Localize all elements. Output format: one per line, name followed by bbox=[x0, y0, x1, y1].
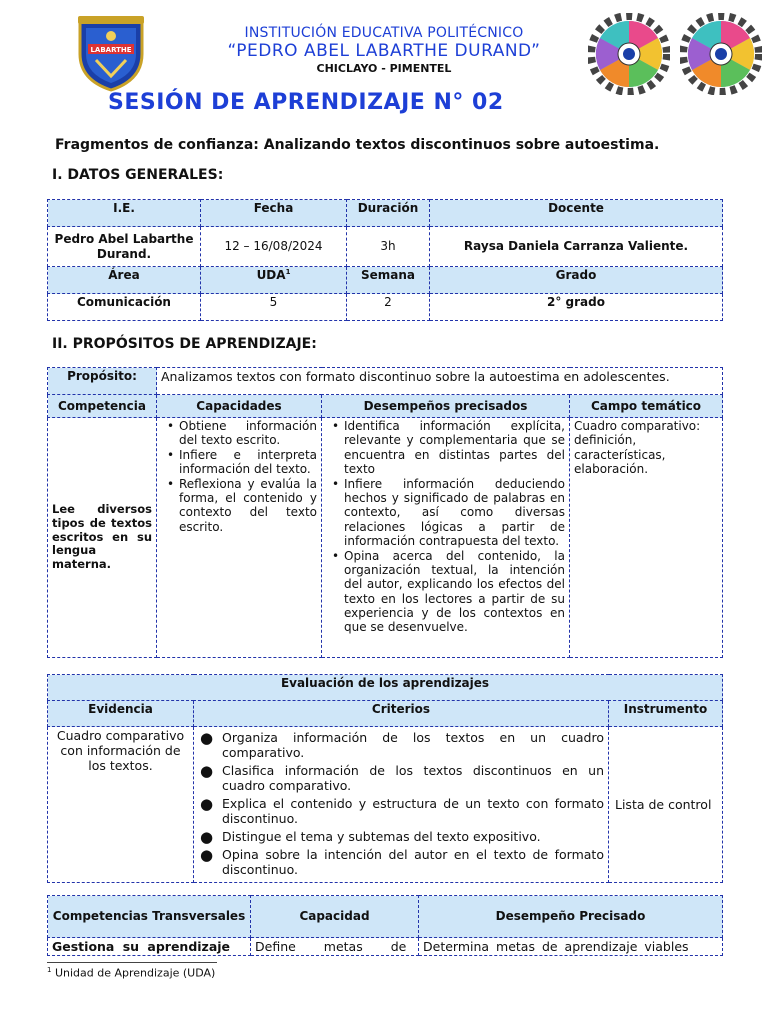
criterio-item: ● Clasifica información de los textos discontinuos en un cuadro comparativo. bbox=[222, 763, 604, 793]
transversal-competencia: Gestiona su aprendizaje bbox=[48, 938, 251, 956]
propositos-table bbox=[47, 367, 723, 658]
header-instrumento: Instrumento bbox=[609, 701, 723, 727]
value-semana: 2 bbox=[347, 294, 430, 321]
section-datos-generales: I. DATOS GENERALES: bbox=[52, 167, 224, 183]
value-area: Comunicación bbox=[48, 294, 201, 321]
crest-text: LABARTHE bbox=[90, 46, 132, 54]
value-uda: 5 bbox=[201, 294, 347, 321]
desempenos-cell bbox=[322, 418, 570, 658]
criterio-item: ● Explica el contenido y estructura de un texto con formato discontinuo. bbox=[222, 796, 604, 826]
footnote-separator bbox=[47, 962, 217, 963]
header-grado: Grado bbox=[430, 267, 723, 294]
header-capacidad: Capacidad bbox=[251, 896, 419, 938]
desempeno-item: • Opina acerca del contenido, la organización textual, la intención del autor, explicando los efectos del texto en los lectores a partir de su experiencia y de los contextos en que se desenvuelve. bbox=[344, 549, 565, 635]
instrumento-text: Lista de control bbox=[609, 727, 723, 883]
capacidades-cell bbox=[157, 418, 322, 658]
evidencia-text: Cuadro comparativo con información de los textos. bbox=[48, 727, 194, 883]
evaluacion-title: Evaluación de los aprendizajes bbox=[48, 675, 723, 701]
footnote-number: 1 bbox=[47, 966, 52, 974]
value-fecha: 12 – 16/08/2024 bbox=[201, 227, 347, 267]
header-capacidades: Capacidades bbox=[157, 395, 322, 418]
desempeno-item: • Identifica información explícita, relevante y complementaria que se encuentra en distintas partes del texto bbox=[344, 419, 565, 477]
competencia-text: Lee diversos tipos de textos escritos en su lengua materna. bbox=[48, 418, 157, 658]
institution-line2: “PEDRO ABEL LABARTHE DURAND” bbox=[227, 41, 541, 61]
header-campo-tematico: Campo temático bbox=[570, 395, 723, 418]
header-area: Área bbox=[48, 267, 201, 294]
capacidades-list bbox=[161, 419, 317, 534]
header-ie: I.E. bbox=[48, 200, 201, 227]
location-text: CHICLAYO - PIMENTEL bbox=[316, 62, 452, 75]
transversal-capacidad: Define metas de bbox=[251, 938, 419, 956]
header-evidencia: Evidencia bbox=[48, 701, 194, 727]
criterio-item: ● Opina sobre la intención del autor en el texto de formato discontinuo. bbox=[222, 847, 604, 877]
header-duracion: Duración bbox=[347, 200, 430, 227]
desempeno-item: • Infiere información deduciendo hechos y significado de palabras en contexto, así como diversas relaciones lógicas a partir de información contrapuesta del texto. bbox=[344, 477, 565, 549]
header-uda bbox=[201, 267, 347, 294]
desempenos-list bbox=[326, 419, 565, 635]
institution-line1: INSTITUCIÓN EDUCATIVA POLITÉCNICO bbox=[244, 25, 524, 41]
value-grado: 2° grado bbox=[430, 294, 723, 321]
header-docente: Docente bbox=[430, 200, 723, 227]
header-competencia: Competencia bbox=[48, 395, 157, 418]
proposito-label: Propósito: bbox=[48, 368, 157, 395]
capacidad-item: • Reflexiona y evalúa la forma, el contenido y contexto del texto escrito. bbox=[179, 477, 317, 535]
evaluacion-table bbox=[47, 674, 723, 883]
session-title: SESIÓN DE APRENDIZAJE N° 02 bbox=[108, 90, 504, 115]
criterios-list bbox=[198, 730, 604, 877]
criterio-item: ● Distingue el tema y subtemas del texto expositivo. bbox=[222, 829, 604, 844]
capacidad-item: • Infiere e interpreta información del texto. bbox=[179, 448, 317, 477]
footnote-ref: 1 bbox=[285, 268, 291, 276]
value-ie: Pedro Abel Labarthe Durand. bbox=[48, 227, 201, 267]
section-propositos: II. PROPÓSITOS DE APRENDIZAJE: bbox=[52, 336, 317, 352]
campo-tematico-text: Cuadro comparativo: definición, características, elaboración. bbox=[570, 418, 723, 658]
header-desempeno-precisado: Desempeño Precisado bbox=[419, 896, 723, 938]
proposito-value: Analizamos textos con formato discontinuo sobre la autoestima en adolescentes. bbox=[157, 368, 723, 395]
footnote bbox=[47, 966, 215, 980]
header-competencias-transversales: Competencias Transversales bbox=[48, 896, 251, 938]
header-semana: Semana bbox=[347, 267, 430, 294]
header-fecha: Fecha bbox=[201, 200, 347, 227]
header-desempenos: Desempeños precisados bbox=[322, 395, 570, 418]
transversal-desempeno: Determina metas de aprendizaje viables bbox=[419, 938, 723, 956]
criterios-cell bbox=[194, 727, 609, 883]
header-uda-label: UDA bbox=[256, 268, 286, 282]
session-subtitle: Fragmentos de confianza: Analizando textos discontinuos sobre autoestima. bbox=[55, 137, 660, 153]
datos-generales-table bbox=[47, 199, 723, 321]
criterio-item: ● Organiza información de los textos en un cuadro comparativo. bbox=[222, 730, 604, 760]
capacidad-item: • Obtiene información del texto escrito. bbox=[179, 419, 317, 448]
transversales-table bbox=[47, 895, 723, 956]
header-criterios: Criterios bbox=[194, 701, 609, 727]
footnote-text: Unidad de Aprendizaje (UDA) bbox=[51, 966, 216, 980]
value-docente: Raysa Daniela Carranza Valiente. bbox=[430, 227, 723, 267]
value-duracion: 3h bbox=[347, 227, 430, 267]
